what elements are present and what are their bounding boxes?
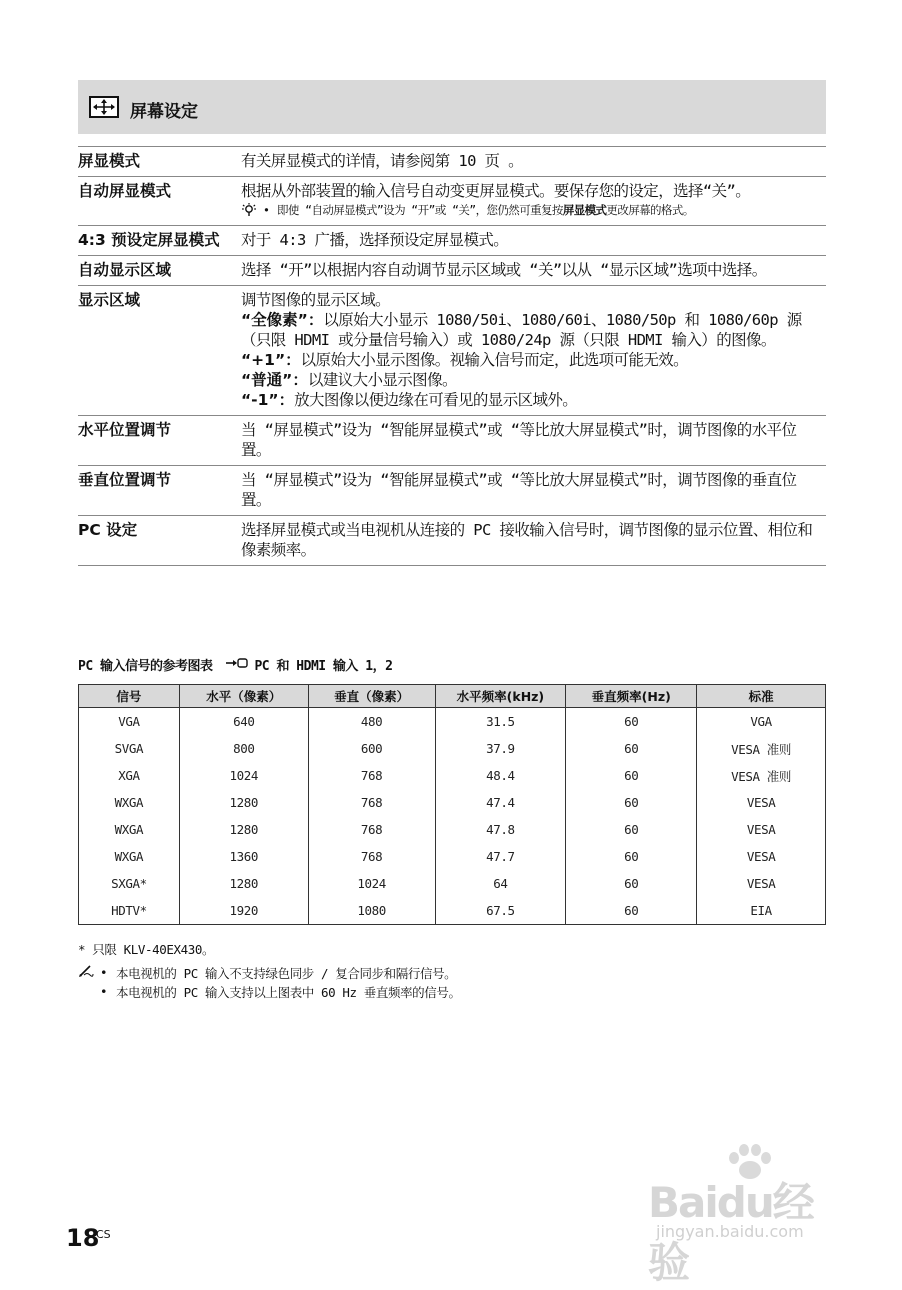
table-row	[79, 816, 826, 843]
bullet: •	[263, 203, 270, 217]
watermark	[648, 1150, 848, 1287]
setting-desc: 当 “屏显模式”设为 “智能屏显模式”或 “等比放大屏显模式”时，调节图像的垂直位置。	[241, 471, 797, 509]
option-item: “-1”：放大图像以便边缘在可看见的显示区域外。	[241, 391, 578, 409]
column-header: 标准	[697, 685, 826, 708]
table-cell: 600	[308, 735, 435, 762]
table-cell: 768	[308, 843, 435, 870]
option-item: “普通”：以建议大小显示图像。	[241, 371, 457, 389]
table-cell: 768	[308, 789, 435, 816]
setting-desc: 选择 “开”以根据内容自动调节显示区域或 “关”以从 “显示区域”选项中选择。	[241, 261, 767, 279]
table-cell: 480	[308, 708, 435, 736]
table-cell: 60	[566, 897, 697, 925]
table-row	[79, 762, 826, 789]
setting-name: 水平位置调节	[78, 421, 172, 439]
table-title: PC 输入信号的参考图表	[78, 659, 213, 674]
column-header: 水平频率(kHz)	[435, 685, 566, 708]
setting-name: PC 设定	[78, 521, 138, 539]
setting-desc: 当 “屏显模式”设为 “智能屏显模式”或 “等比放大屏显模式”时，调节图像的水平位置。	[241, 421, 797, 459]
setting-desc: 根据从外部装置的输入信号自动变更屏显模式。要保存您的设定，选择“关”。	[241, 182, 751, 200]
notes	[78, 963, 461, 1001]
reference-table	[78, 684, 826, 925]
table-cell: WXGA	[79, 816, 180, 843]
setting-row	[78, 415, 826, 465]
column-header: 水平（像素）	[179, 685, 308, 708]
page-number: 18	[66, 1224, 100, 1252]
table-row	[79, 897, 826, 925]
option-item: “+1”：以原始大小显示图像。视输入信号而定，此选项可能无效。	[241, 351, 689, 369]
table-cell: 60	[566, 870, 697, 897]
table-cell: 1024	[308, 870, 435, 897]
table-cell: 1920	[179, 897, 308, 925]
table-cell: 1280	[179, 789, 308, 816]
table-row	[79, 708, 826, 736]
footnote: * 只限 KLV-40EX430。	[78, 942, 215, 957]
setting-name: 垂直位置调节	[78, 471, 172, 489]
input-icon	[226, 657, 248, 673]
bullet: •	[100, 965, 108, 980]
note-text: 本电视机的 PC 输入支持以上图表中 60 Hz 垂直频率的信号。	[116, 984, 461, 1000]
table-cell: VESA	[697, 816, 826, 843]
column-header: 垂直频率(Hz)	[566, 685, 697, 708]
table-cell: VESA	[697, 789, 826, 816]
table-cell: SXGA*	[79, 870, 180, 897]
table-cell: VESA 准则	[697, 762, 826, 789]
table-cell: 60	[566, 735, 697, 762]
table-cell: 800	[179, 735, 308, 762]
table-cell: HDTV*	[79, 897, 180, 925]
setting-row	[78, 146, 826, 176]
section-header	[78, 80, 826, 134]
table-cell: SVGA	[79, 735, 180, 762]
page-title: 屏幕设定	[130, 102, 198, 122]
table-cell: EIA	[697, 897, 826, 925]
pencil-note-icon	[78, 965, 100, 980]
setting-row	[78, 465, 826, 515]
table-cell: 31.5	[435, 708, 566, 736]
column-header: 垂直（像素）	[308, 685, 435, 708]
setting-row	[78, 515, 826, 566]
table-row	[79, 735, 826, 762]
table-cell: 768	[308, 816, 435, 843]
table-cell: 1024	[179, 762, 308, 789]
table-row	[79, 789, 826, 816]
table-cell: 67.5	[435, 897, 566, 925]
setting-row	[78, 255, 826, 285]
option-item: “全像素”：以原始大小显示 1080/50i、1080/60i、1080/50p 和 1080/60p 源（只限 HDMI 或分量信号输入）或 1080/24p 源（只限 HDMI 输入）的图像。	[241, 311, 802, 349]
setting-desc: 对于 4:3 广播，选择预设定屏显模式。	[241, 231, 509, 249]
table-cell: VESA 准则	[697, 735, 826, 762]
table-cell: 47.8	[435, 816, 566, 843]
bullet: •	[100, 984, 108, 999]
table-cell: 1280	[179, 816, 308, 843]
tip-text: 即使 “自动屏显模式”设为 “开”或 “关”，您仍然可重复按屏显模式更改屏幕的格式。	[277, 203, 694, 217]
table-cell: 48.4	[435, 762, 566, 789]
table-cell: 640	[179, 708, 308, 736]
setting-name: 4:3 预设定屏显模式	[78, 231, 220, 249]
table-cell: 37.9	[435, 735, 566, 762]
setting-row	[78, 285, 826, 415]
page-language-code: CS	[96, 1228, 111, 1241]
screen-adjust-icon	[89, 96, 119, 118]
watermark-brand: Baidu经验	[648, 1178, 813, 1287]
settings-list	[78, 146, 826, 566]
setting-desc: 选择屏显模式或当电视机从连接的 PC 接收输入信号时，调节图像的显示位置、相位和像素频率。	[241, 521, 813, 559]
table-cell: 60	[566, 762, 697, 789]
note-item	[78, 982, 461, 1001]
setting-row	[78, 176, 826, 225]
table-cell: XGA	[79, 762, 180, 789]
table-cell: 60	[566, 843, 697, 870]
table-cell: 60	[566, 789, 697, 816]
table-cell: 1280	[179, 870, 308, 897]
note-item	[78, 963, 461, 982]
table-cell: VESA	[697, 843, 826, 870]
setting-name: 自动屏显模式	[78, 182, 172, 200]
table-cell: 60	[566, 708, 697, 736]
table-cell: VGA	[697, 708, 826, 736]
setting-desc: 调节图像的显示区域。	[241, 291, 391, 309]
column-header: 信号	[79, 685, 180, 708]
setting-name: 屏显模式	[78, 152, 141, 170]
table-cell: 1360	[179, 843, 308, 870]
setting-row	[78, 225, 826, 255]
table-cell: 47.7	[435, 843, 566, 870]
setting-name: 显示区域	[78, 291, 141, 309]
table-cell: VESA	[697, 870, 826, 897]
lightbulb-icon	[241, 203, 263, 220]
table-cell: 47.4	[435, 789, 566, 816]
table-caption	[78, 655, 392, 674]
table-cell: WXGA	[79, 843, 180, 870]
input-label: PC 和 HDMI 输入 1，2	[254, 659, 393, 674]
tip	[241, 203, 826, 220]
table-header-row	[79, 685, 826, 708]
table-cell: 60	[566, 816, 697, 843]
table-cell: VGA	[79, 708, 180, 736]
table-cell: 768	[308, 762, 435, 789]
watermark-url: jingyan.baidu.com	[656, 1222, 804, 1241]
note-text: 本电视机的 PC 输入不支持绿色同步 / 复合同步和隔行信号。	[116, 965, 457, 981]
setting-name: 自动显示区域	[78, 261, 172, 279]
table-cell: WXGA	[79, 789, 180, 816]
table-row	[79, 870, 826, 897]
table-cell: 1080	[308, 897, 435, 925]
table-row	[79, 843, 826, 870]
setting-desc: 有关屏显模式的详情，请参阅第 10 页 。	[241, 152, 524, 170]
table-cell: 64	[435, 870, 566, 897]
